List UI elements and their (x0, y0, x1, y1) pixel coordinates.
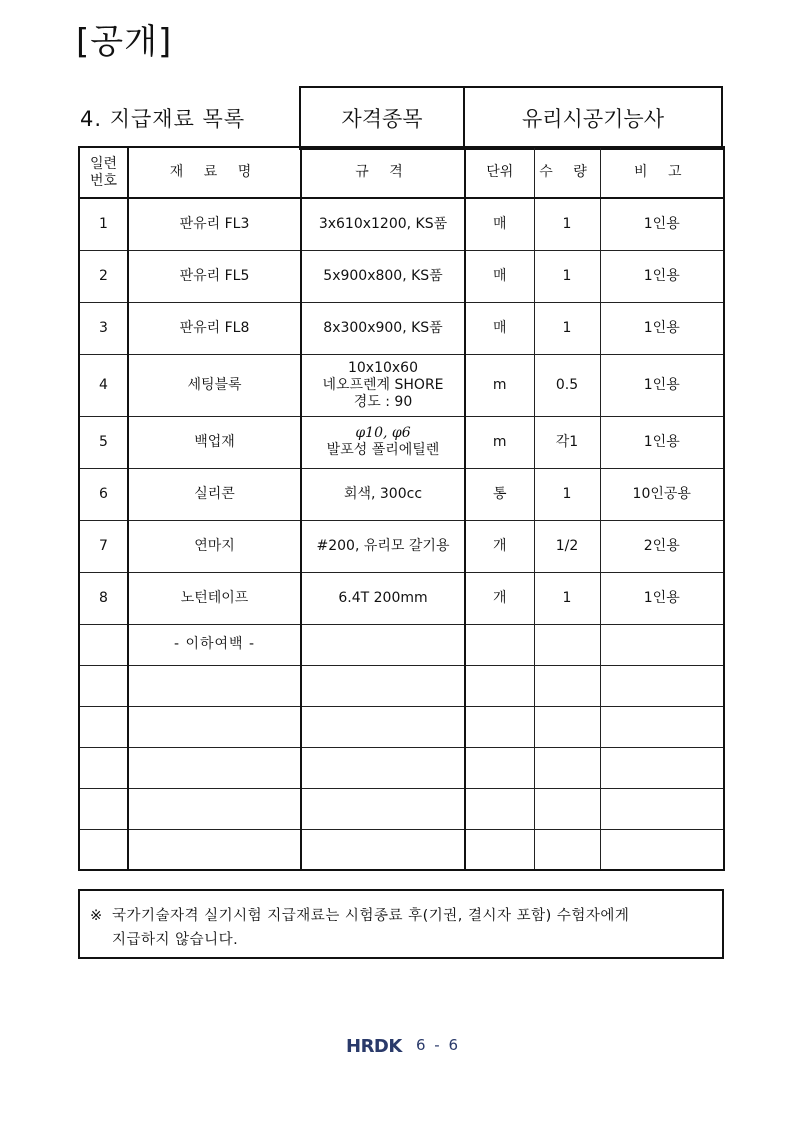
row-name: 실리콘 (128, 468, 301, 520)
table-row (79, 788, 724, 829)
svg-text:HRDK: HRDK (346, 1036, 402, 1055)
row-qty: 1 (534, 572, 600, 624)
disclosure-badge: [공개] (76, 22, 173, 62)
row-spec: 3x610x1200, KS품 (301, 198, 465, 250)
table-row (79, 416, 724, 468)
row-remark: 1인용 (600, 416, 724, 468)
notice-line-1: ※ 국가기술자격 실기시험 지급재료는 시험종료 후(기권, 결시자 포함) 수험자에게 (90, 904, 712, 928)
table-row (79, 520, 724, 572)
notice-box (78, 889, 724, 959)
row-qty: 0.5 (534, 354, 600, 416)
row-name: 연마지 (128, 520, 301, 572)
table-row (79, 302, 724, 354)
row-no: 4 (79, 354, 128, 416)
row-spec: 6.4T 200mm (301, 572, 465, 624)
row-qty: 각1 (534, 416, 600, 468)
table-row (79, 747, 724, 788)
row-remark: 1인용 (600, 572, 724, 624)
row-spec: #200, 유리모 갈기용 (301, 520, 465, 572)
table-row (79, 706, 724, 747)
row-unit: m (465, 354, 534, 416)
row-unit: 개 (465, 520, 534, 572)
table-row (79, 250, 724, 302)
table-row (79, 198, 724, 250)
materials-table (78, 146, 725, 871)
row-no: 2 (79, 250, 128, 302)
col-header-unit: 단위 (465, 147, 534, 198)
row-remark: 1인용 (600, 250, 724, 302)
page-number: 6 - 6 (416, 1036, 461, 1054)
col-header-remark: 비 고 (600, 147, 724, 198)
row-spec: 8x300x900, KS품 (301, 302, 465, 354)
row-no: 7 (79, 520, 128, 572)
row-remark: 1인용 (600, 302, 724, 354)
col-header-name: 재 료 명 (128, 147, 301, 198)
row-unit: m (465, 416, 534, 468)
table-row (79, 354, 724, 416)
row-no: 1 (79, 198, 128, 250)
row-unit: 통 (465, 468, 534, 520)
table-row (79, 468, 724, 520)
section-title: 4. 지급재료 목록 (80, 107, 246, 131)
row-name: 세팅블록 (128, 354, 301, 416)
row-remark: 1인용 (600, 198, 724, 250)
notice-symbol: ※ (90, 908, 103, 924)
col-header-spec: 규 격 (301, 147, 465, 198)
row-qty: 1 (534, 198, 600, 250)
row-remark: 2인용 (600, 520, 724, 572)
qualification-label: 자격종목 (300, 87, 464, 149)
table-row (79, 665, 724, 706)
row-unit: 매 (465, 302, 534, 354)
table-row (79, 572, 724, 624)
col-header-no: 일련 번호 (79, 147, 128, 198)
row-name: 판유리 FL8 (128, 302, 301, 354)
qualification-value: 유리시공기능사 (464, 87, 722, 149)
row-no: 6 (79, 468, 128, 520)
page-footer (346, 1034, 460, 1056)
blank-marker: - 이하여백 - (128, 624, 301, 665)
row-no: 5 (79, 416, 128, 468)
row-name: 백업재 (128, 416, 301, 468)
row-remark: 1인용 (600, 354, 724, 416)
header-table (78, 86, 723, 150)
row-spec: 5x900x800, KS품 (301, 250, 465, 302)
row-qty: 1 (534, 250, 600, 302)
row-spec: φ10, φ6 발포성 폴리에틸렌 (301, 416, 465, 468)
row-spec: 10x10x60 네오프렌계 SHORE 경도 : 90 (301, 354, 465, 416)
row-unit: 개 (465, 572, 534, 624)
hrdk-logo (346, 1035, 408, 1055)
row-spec: 회색, 300cc (301, 468, 465, 520)
notice-line-2: 지급하지 않습니다. (112, 932, 239, 948)
row-name: 노턴테이프 (128, 572, 301, 624)
row-remark: 10인공용 (600, 468, 724, 520)
row-name: 판유리 FL3 (128, 198, 301, 250)
row-unit: 매 (465, 198, 534, 250)
row-qty: 1 (534, 302, 600, 354)
table-row (79, 624, 724, 665)
row-qty: 1/2 (534, 520, 600, 572)
row-name: 판유리 FL5 (128, 250, 301, 302)
row-no: 3 (79, 302, 128, 354)
row-no: 8 (79, 572, 128, 624)
table-row (79, 829, 724, 870)
col-header-qty: 수 량 (534, 147, 600, 198)
row-unit: 매 (465, 250, 534, 302)
row-qty: 1 (534, 468, 600, 520)
